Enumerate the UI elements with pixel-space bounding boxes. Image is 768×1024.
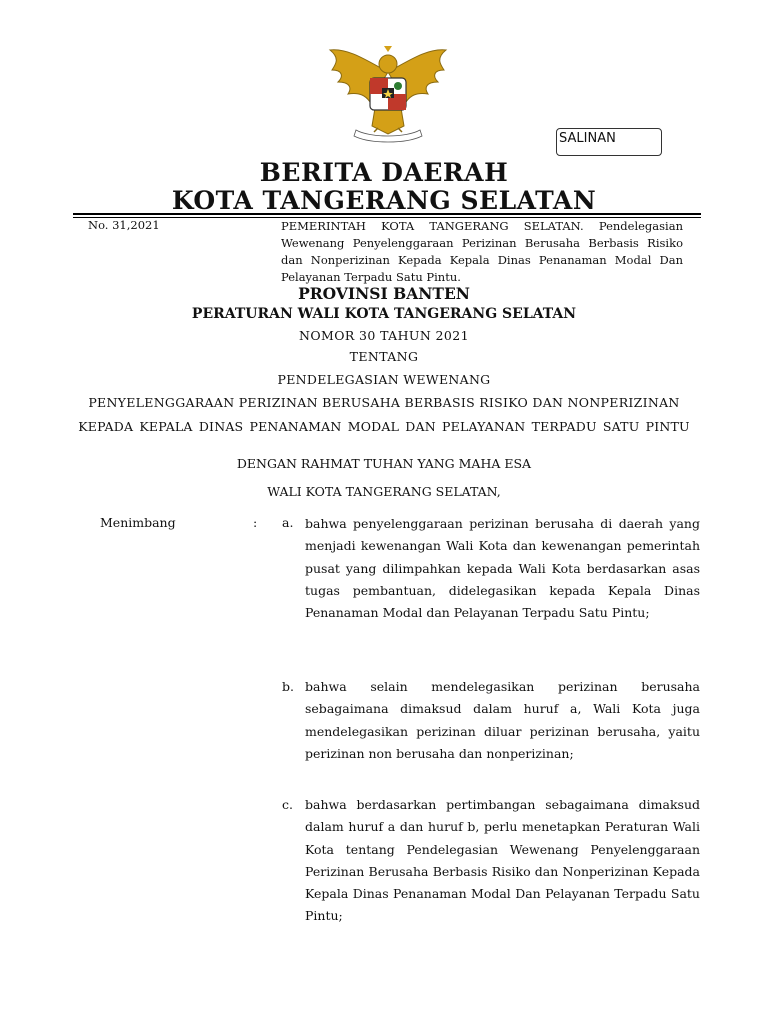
regulation-title-line-3: KEPADA KEPALA DINAS PENANAMAN MODAL DAN PELAYANAN TERPADU SATU PINTU — [78, 419, 690, 434]
item-label: b. — [282, 679, 294, 694]
salinan-badge: SALINAN — [556, 128, 662, 156]
invocation: DENGAN RAHMAT TUHAN YANG MAHA ESA — [236, 456, 532, 471]
tentang-label: TENTANG — [349, 349, 419, 364]
issuer: WALI KOTA TANGERANG SELATAN, — [267, 484, 501, 499]
regulation-number: NOMOR 30 TAHUN 2021 — [299, 328, 469, 343]
menimbang-colon: : — [253, 515, 258, 530]
regulation-title-line-2: PENYELENGGARAAN PERIZINAN BERUSAHA BERBASIS RISIKO DAN NONPERIZINAN — [88, 395, 680, 410]
page-title: BERITA DAERAH — [259, 158, 509, 187]
list-item: bahwa selain mendelegasikan perizinan berusaha sebagaimana dimaksud dalam huruf a, Wali Kota juga mendelegasikan perizinan diluar perizinan berusaha, yaitu perizinan non berusaha dan nonperizinan; — [305, 679, 700, 761]
garuda-emblem-icon — [318, 42, 458, 144]
item-label: a. — [282, 515, 294, 530]
province-heading: PROVINSI BANTEN — [298, 284, 470, 303]
list-item: bahwa penyelenggaraan perizinan berusaha di daerah yang menjadi kewenangan Wali Kota dan kewenangan pemerintah pusat yang dilimpahkan kepada Wali Kota berdasarkan asas tugas pembantuan, didelegasikan kepada Kepala Dinas Penanaman Modal dan Pelayanan Terpadu Satu Pintu; — [305, 516, 700, 621]
menimbang-label: Menimbang — [100, 515, 176, 530]
regulation-heading: PERATURAN WALI KOTA TANGERANG SELATAN — [191, 306, 577, 322]
gazette-summary: PEMERINTAH KOTA TANGERANG SELATAN. Pendelegasian Wewenang Penyelenggaraan Perizinan Berusaha Berbasis Risiko dan Nonperizinan Kepada Kepala Dinas Penanaman Modal Dan Pelayanan Terpadu Satu Pintu. — [281, 219, 683, 284]
item-label: c. — [282, 797, 293, 812]
page-subtitle: KOTA TANGERANG SELATAN — [171, 186, 597, 215]
gazette-number: No. 31,2021 — [88, 218, 160, 232]
list-item: bahwa berdasarkan pertimbangan sebagaimana dimaksud dalam huruf a dan huruf b, perlu menetapkan Peraturan Wali Kota tentang Pendelegasian Wewenang Penyelenggaraan Perizinan Berusaha Berbasis Risiko dan Nonperizinan Kepada Kepala Dinas Penanaman Modal Dan Pelayanan Terpadu Satu Pintu; — [305, 797, 700, 924]
regulation-title-line-1: PENDELEGASIAN WEWENANG — [277, 372, 491, 387]
header-divider — [73, 213, 701, 215]
